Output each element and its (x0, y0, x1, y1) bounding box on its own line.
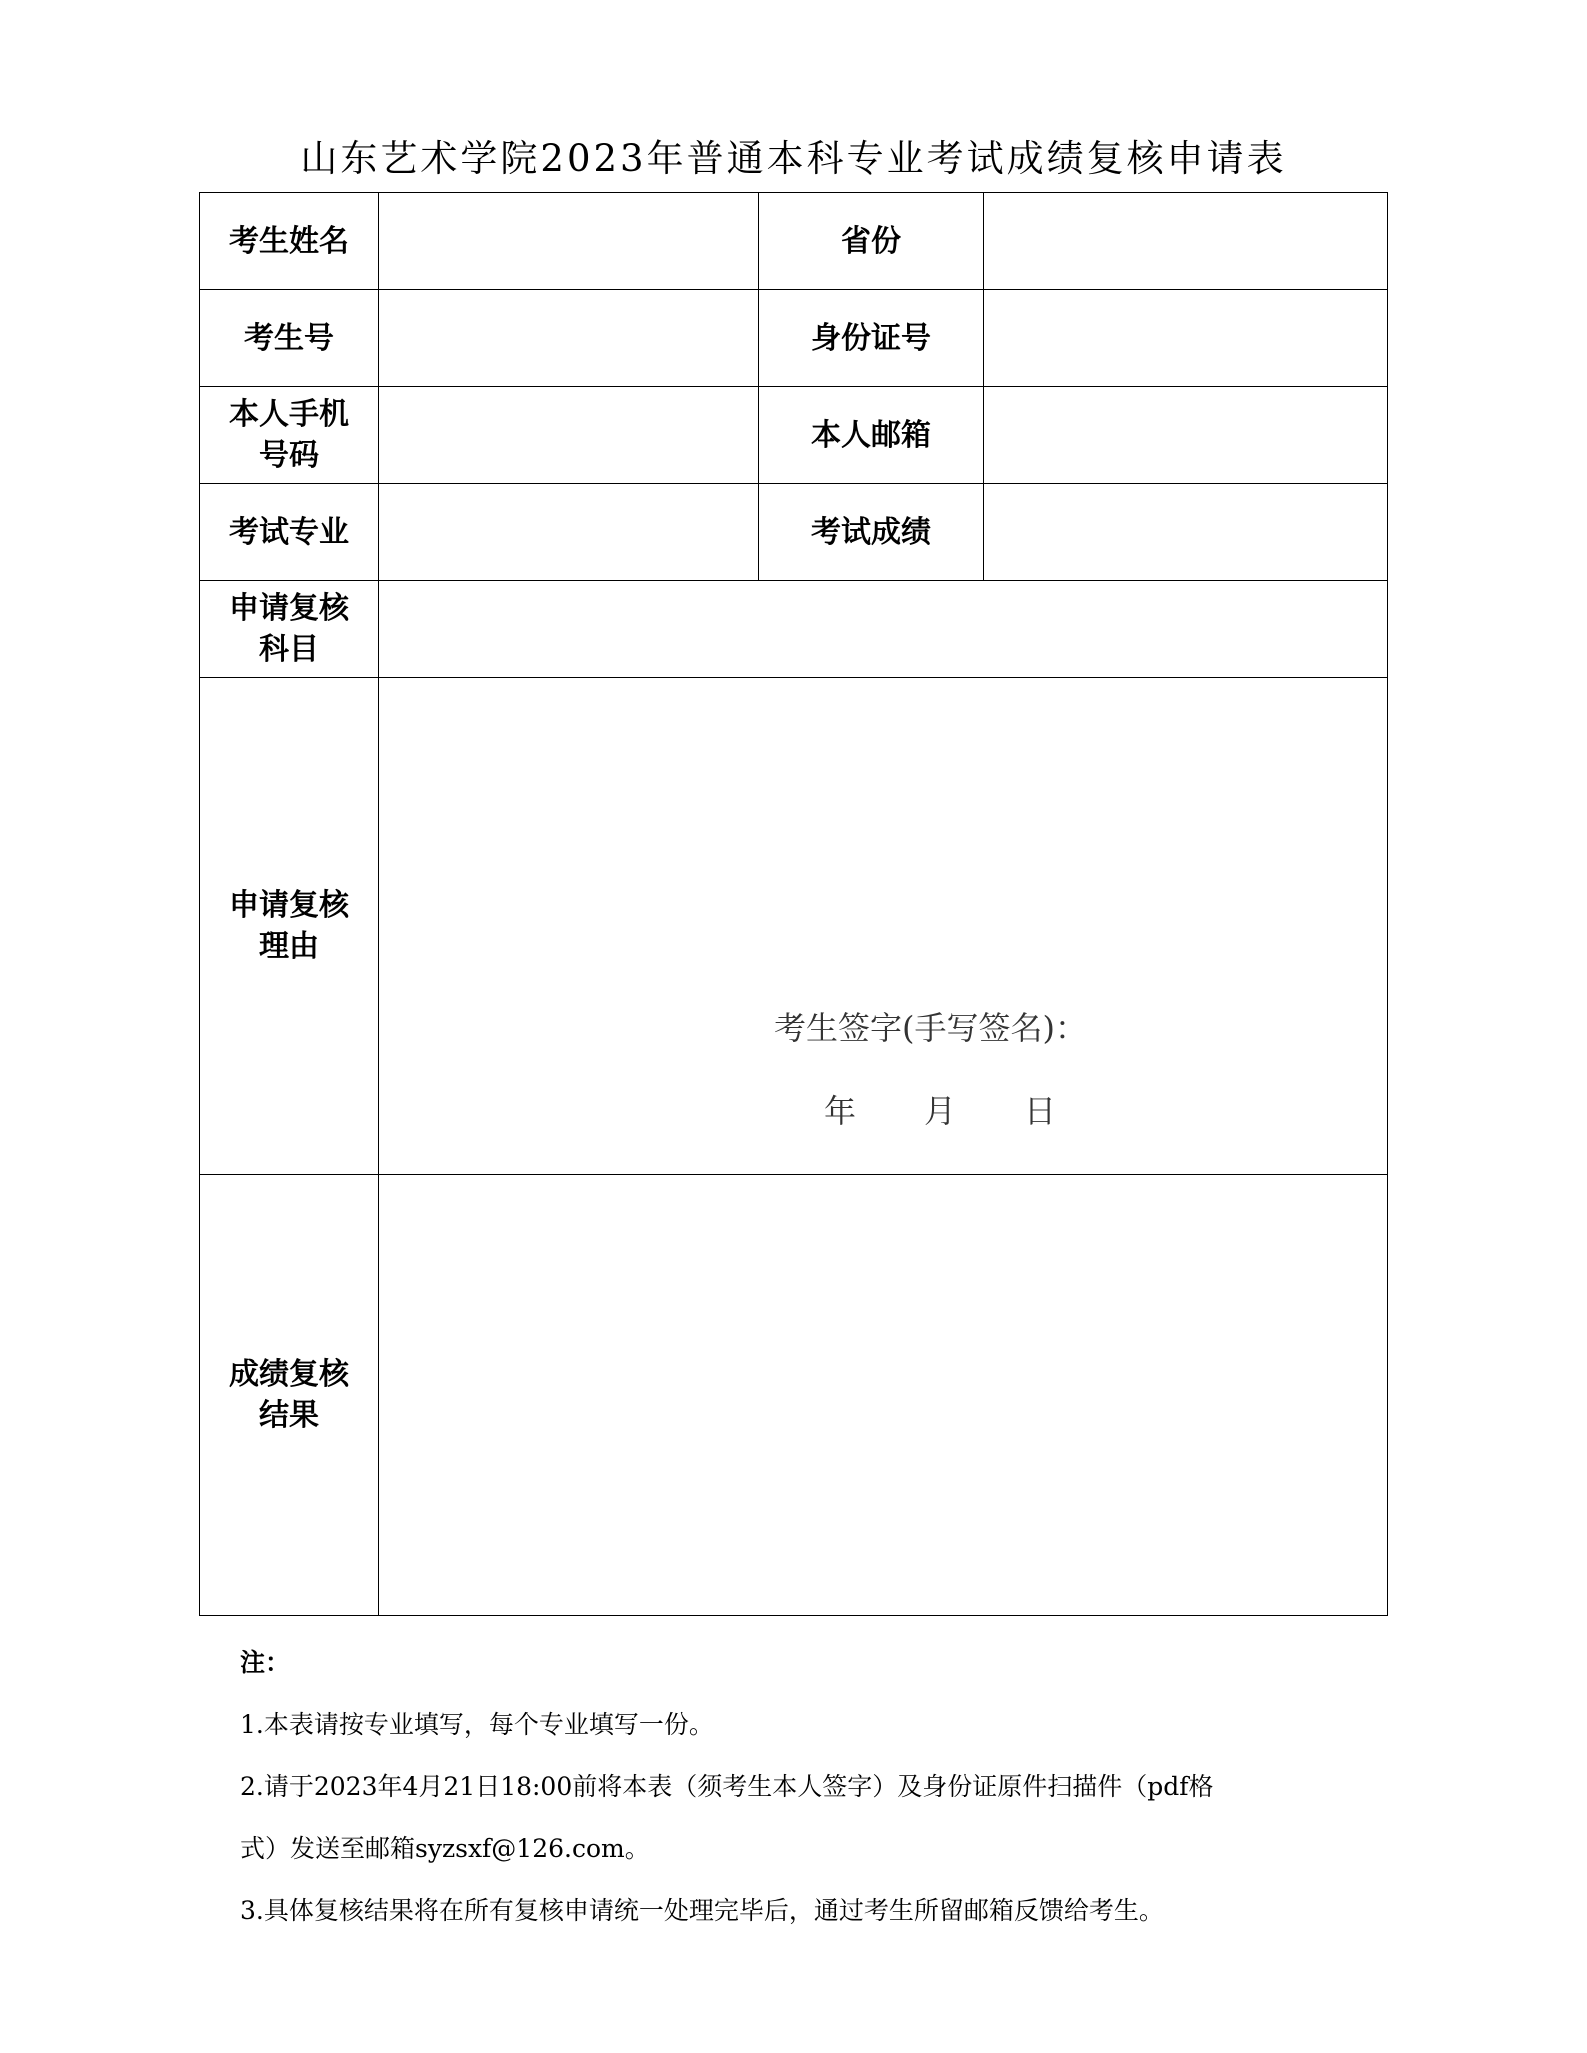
phone-field[interactable] (379, 387, 759, 484)
table-row (200, 678, 1388, 1175)
result-label: 成绩复核结果 (200, 1175, 379, 1616)
table-row (200, 484, 1388, 581)
reason-field[interactable] (379, 678, 1388, 1175)
notes-heading: 注： (240, 1648, 291, 1677)
signature-date (824, 1091, 1056, 1132)
id-no-field[interactable] (984, 290, 1388, 387)
table-row (200, 1175, 1388, 1616)
result-field[interactable] (379, 1175, 1388, 1616)
subject-field[interactable] (379, 581, 1388, 678)
phone-label: 本人手机号码 (200, 387, 379, 484)
table-row (200, 387, 1388, 484)
table-row (200, 581, 1388, 678)
province-label: 省份 (759, 193, 984, 290)
note-item-1: 1.本表请按专业填写，每个专业填写一份。 (240, 1710, 714, 1739)
email-field[interactable] (984, 387, 1388, 484)
major-field[interactable] (379, 484, 759, 581)
reason-label: 申请复核理由 (200, 678, 379, 1175)
note-item-2: 2.请于2023年4月21日18:00前将本表（须考生本人签字）及身份证原件扫描件（pdf格 (240, 1772, 1214, 1801)
date-month-label: 月 (924, 1092, 957, 1130)
id-no-label: 身份证号 (759, 290, 984, 387)
form-title: 山东艺术学院2023年普通本科专业考试成绩复核申请表 (300, 137, 1287, 180)
date-year-label: 年 (824, 1092, 857, 1130)
date-day-label: 日 (1024, 1092, 1057, 1130)
name-label: 考生姓名 (200, 193, 379, 290)
email-label: 本人邮箱 (759, 387, 984, 484)
score-field[interactable] (984, 484, 1388, 581)
signature-prompt: 考生签字(手写签名)： (774, 1009, 1087, 1047)
table-row (200, 290, 1388, 387)
note-item-2-continued: 式）发送至邮箱syzsxf@126.com。 (240, 1834, 650, 1863)
note-item-3: 3.具体复核结果将在所有复核申请统一处理完毕后，通过考生所留邮箱反馈给考生。 (240, 1896, 1164, 1925)
exam-no-field[interactable] (379, 290, 759, 387)
province-field[interactable] (984, 193, 1388, 290)
score-label: 考试成绩 (759, 484, 984, 581)
major-label: 考试专业 (200, 484, 379, 581)
notes-section (240, 1632, 1360, 1942)
table-row (200, 193, 1388, 290)
name-field[interactable] (379, 193, 759, 290)
subject-label: 申请复核科目 (200, 581, 379, 678)
application-form-table (199, 192, 1388, 1616)
exam-no-label: 考生号 (200, 290, 379, 387)
